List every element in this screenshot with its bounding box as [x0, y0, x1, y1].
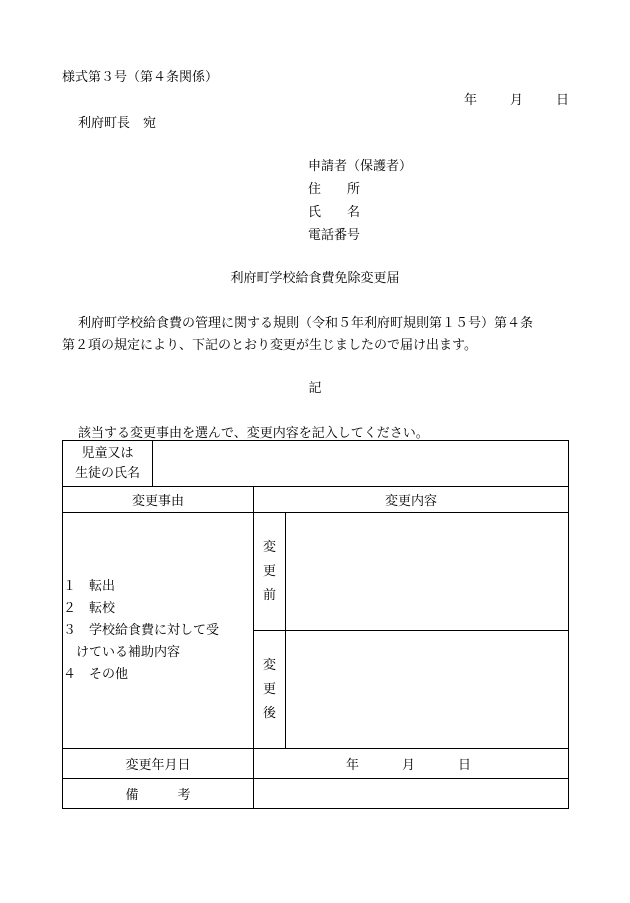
student-name-label: 児童又は 生徒の氏名 [63, 441, 153, 487]
instruction: 該当する変更事由を選んで、変更内容を記入してください。 [78, 426, 429, 441]
addressee: 利府町長 宛 [78, 116, 157, 131]
change-date-day: 日 [458, 758, 472, 773]
date-month-label: 月 [510, 93, 524, 108]
change-date-label: 変更年月日 [63, 749, 254, 779]
name-label: 氏 名 [308, 205, 361, 220]
ki-heading: 記 [308, 381, 322, 396]
reason-item: ２ 転校 [63, 600, 116, 616]
reason-item: １ 転出 [63, 578, 116, 594]
body-line-1: 利府町学校給食費の管理に関する規則（令和５年利府町規則第１５号）第４条 [78, 316, 534, 331]
before-label: 変 更 前 [254, 513, 286, 631]
phone-label: 電話番号 [308, 228, 361, 243]
address-label: 住 所 [308, 182, 361, 197]
change-form-table [62, 440, 569, 809]
remarks-field[interactable] [254, 779, 569, 809]
applicant-label: 申請者（保護者） [308, 159, 413, 174]
reason-item: ３ 学校給食費に対して受 [63, 622, 220, 638]
after-content-field[interactable] [286, 631, 569, 749]
reason-list[interactable] [63, 513, 254, 749]
student-name-field[interactable] [153, 441, 569, 487]
reason-item: ４ その他 [63, 666, 129, 682]
document-title: 利府町学校給食費免除変更届 [230, 271, 400, 286]
form-number: 様式第３号（第４条関係） [62, 70, 219, 85]
before-content-field[interactable] [286, 513, 569, 631]
after-label: 変 更 後 [254, 631, 286, 749]
content-header: 変更内容 [254, 487, 569, 513]
reason-header: 変更事由 [63, 487, 254, 513]
remarks-label: 備 考 [63, 779, 254, 809]
date-day-label: 日 [556, 93, 570, 108]
change-date-year: 年 [346, 758, 360, 773]
change-date-field[interactable] [254, 749, 569, 779]
change-date-month: 月 [402, 758, 416, 773]
date-year-label: 年 [464, 93, 478, 108]
body-line-2: 第２項の規定により、下記のとおり変更が生じましたので届け出ます。 [62, 338, 477, 353]
reason-item: けている補助内容 [63, 644, 181, 660]
